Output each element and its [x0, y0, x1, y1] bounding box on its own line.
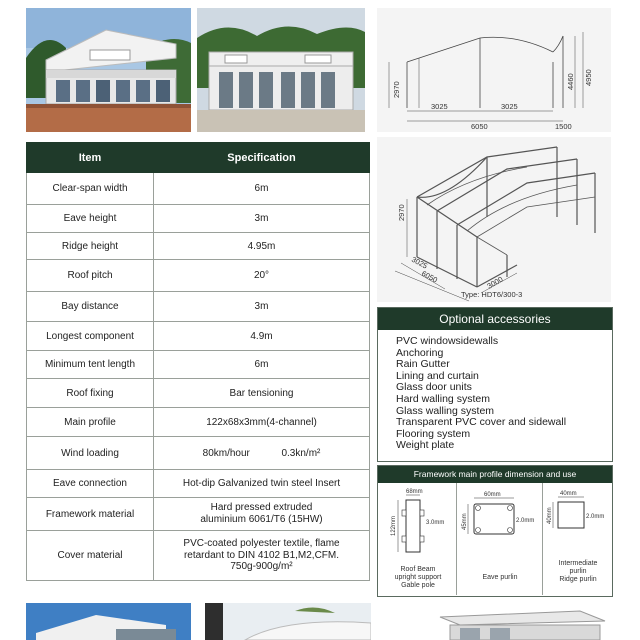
drawing-dim-height-b: 4950	[584, 69, 593, 86]
row-item: Eave connection	[27, 470, 154, 498]
eave-purlin-profile-icon	[460, 486, 540, 556]
table-row	[27, 292, 370, 322]
table-row	[27, 351, 370, 379]
wind-speed: 80km/hour	[202, 447, 250, 459]
tent-photo-bottom-left	[26, 603, 191, 640]
profile2-height: 45mm	[462, 513, 468, 530]
row-item: Wind loading	[27, 437, 154, 470]
row-item: Longest component	[27, 322, 154, 351]
table-row	[27, 260, 370, 292]
list-item: Rain Gutter	[396, 358, 450, 371]
profile3-caption	[546, 560, 610, 584]
row-item: Main profile	[27, 408, 154, 437]
spec-line: aluminium 6061/T6 (15HW)	[200, 514, 323, 525]
tent-photo-left	[26, 8, 191, 132]
row-spec: Hot-dip Galvanized twin steel Insert	[154, 470, 370, 498]
tent-photo-bottom-right	[420, 603, 610, 640]
caption-line: purlin	[569, 568, 587, 575]
iso-dim-bay: 3025	[410, 254, 430, 271]
spec-line: PVC-coated polyester textile, flame	[183, 538, 340, 550]
list-item: Glass door units	[396, 381, 472, 394]
profile1-height: 122mm	[391, 515, 397, 536]
row-spec: 3m	[154, 205, 370, 233]
row-spec: 4.9m	[154, 322, 370, 351]
row-spec: 122x68x3mm(4-channel)	[154, 408, 370, 437]
table-row	[27, 531, 370, 581]
row-item: Ridge height	[27, 233, 154, 260]
row-spec-multiline	[154, 531, 370, 581]
drawing-dim-height-a: 4460	[566, 73, 575, 90]
caption-line: Roof Beam	[400, 566, 436, 573]
wind-load: 0.3kn/m²	[281, 447, 321, 459]
drawing-dim-eave: 2970	[392, 81, 401, 98]
iso-dim-height: 2970	[397, 204, 406, 221]
list-item: Glass walling system	[396, 404, 495, 417]
profile-panel-title: Framework main profile dimension and use	[378, 466, 612, 483]
table-row	[27, 322, 370, 351]
row-spec-wind	[154, 437, 370, 470]
row-spec: 4.95m	[154, 233, 370, 260]
list-item: PVC windowsidewalls	[396, 335, 499, 347]
caption-line: upright support	[394, 574, 442, 581]
list-item: Anchoring	[396, 346, 444, 359]
profile3-height: 40mm	[547, 507, 553, 524]
list-item: Transparent PVC cover and sidewall	[396, 416, 567, 429]
frame-isometric-drawing	[377, 137, 611, 302]
optional-accessories-title: Optional accessories	[378, 308, 612, 330]
table-row	[27, 205, 370, 233]
optional-accessories-panel	[377, 307, 613, 462]
profile1-width: 68mm	[406, 489, 423, 495]
drawing-dim-half-left: 3025	[431, 102, 448, 111]
row-spec: 6m	[154, 173, 370, 205]
row-item: Roof fixing	[27, 379, 154, 408]
profile2-caption	[460, 574, 540, 582]
row-spec: 3m	[154, 292, 370, 322]
table-row	[27, 498, 370, 531]
table-row	[27, 173, 370, 205]
spec-line: retardant to DIN 4102 B1,M2,CFM.	[183, 549, 340, 561]
caption-line: Gable pole	[401, 582, 435, 589]
drawing-dim-span: 6050	[471, 122, 488, 131]
accessories-list	[396, 336, 612, 452]
caption-line: Intermediate	[558, 560, 598, 567]
row-item: Bay distance	[27, 292, 154, 322]
profile3-width: 40mm	[560, 491, 577, 497]
profile1-caption	[382, 566, 454, 590]
iso-type-label: Type: HDT6/300-3	[461, 290, 523, 299]
row-item: Minimum tent length	[27, 351, 154, 379]
drawing-dim-half-right: 3025	[501, 102, 518, 111]
profile3-thickness: 2.0mm	[586, 514, 605, 520]
table-row	[27, 470, 370, 498]
row-item: Roof pitch	[27, 260, 154, 292]
table-row	[27, 408, 370, 437]
profile2-width: 60mm	[484, 492, 501, 498]
row-spec: 6m	[154, 351, 370, 379]
header-specification: Specification	[154, 143, 370, 173]
list-item: Weight plate	[396, 439, 455, 452]
table-row	[27, 379, 370, 408]
list-item: Flooring system	[396, 427, 471, 440]
header-item: Item	[27, 143, 154, 173]
tent-photo-bottom-middle	[205, 603, 371, 640]
frame-elevation-drawing	[377, 8, 611, 132]
table-row	[27, 437, 370, 470]
row-item: Clear-span width	[27, 173, 154, 205]
iso-dim-span: 6050	[420, 268, 440, 285]
list-item: Lining and curtain	[396, 369, 479, 382]
intermediate-purlin-profile-icon	[546, 486, 610, 546]
drawing-dim-extension: 1500	[555, 122, 572, 131]
table-row	[27, 233, 370, 260]
profile-dimension-panel	[377, 465, 613, 597]
list-item: Hard walling system	[396, 392, 490, 405]
spec-table	[26, 142, 370, 581]
spec-line: 750g-900g/m²	[230, 561, 293, 573]
profile2-thickness: 2.0mm	[516, 518, 535, 524]
row-item: Cover material	[27, 531, 154, 581]
row-spec-multiline	[154, 498, 370, 531]
spec-table-header	[27, 143, 370, 173]
profile1-thickness: 3.0mm	[426, 520, 445, 526]
row-item: Framework material	[27, 498, 154, 531]
row-item: Eave height	[27, 205, 154, 233]
iso-dim-length: 3000	[485, 274, 505, 291]
tent-photo-right	[197, 8, 365, 132]
roof-beam-profile-icon	[382, 486, 454, 562]
caption-line: Ridge purlin	[559, 576, 597, 583]
row-spec: 20°	[154, 260, 370, 292]
spec-line: Hard pressed extruded	[210, 502, 313, 513]
caption-line: Eave purlin	[482, 574, 518, 581]
row-spec: Bar tensioning	[154, 379, 370, 408]
